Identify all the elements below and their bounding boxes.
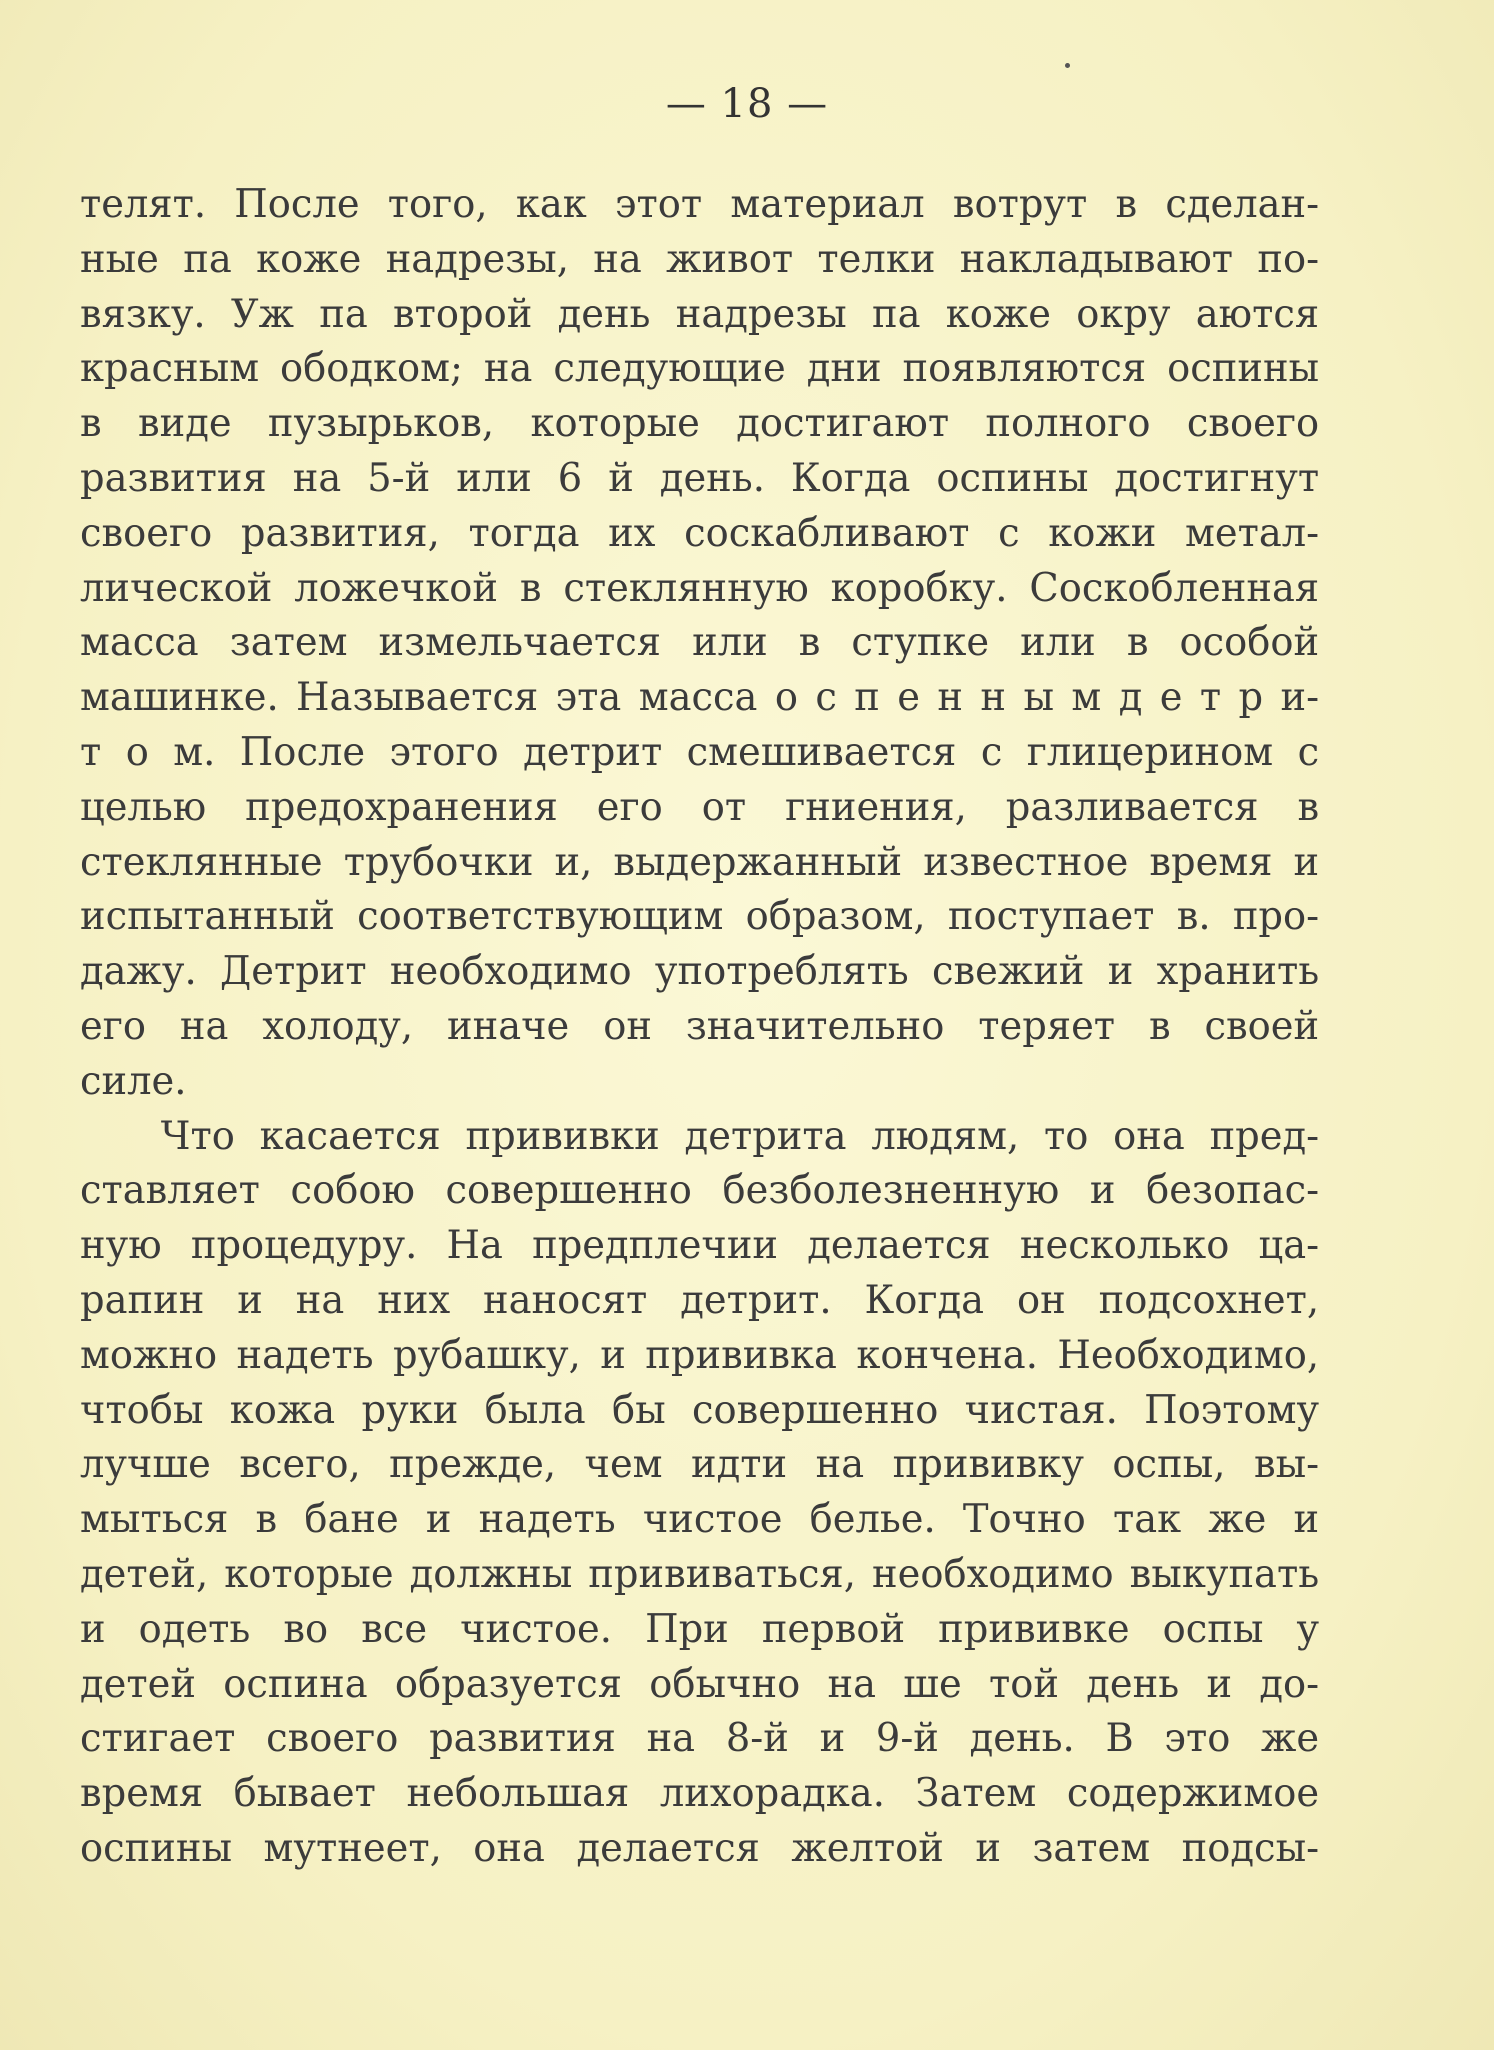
ink-speck bbox=[1065, 63, 1070, 68]
text-line: красным ободком; на следующие дни появляются оспины bbox=[80, 346, 1320, 392]
text-line: машинке. Называется эта масса о с п е н н ы м д е т р и- bbox=[80, 675, 1320, 721]
text-line: чтобы кожа руки была бы совершенно чистая. Поэтому bbox=[80, 1387, 1320, 1433]
text-line: его на холоду, иначе он значительно теряет в своей bbox=[80, 1003, 1320, 1049]
text-line: т о м. После этого детрит смешивается с глицерином с bbox=[80, 729, 1320, 775]
text-line: вязку. Уж па второй день надрезы па коже окру аются bbox=[80, 291, 1320, 337]
text-line: детей оспина образуется обычно на ше той день и до- bbox=[80, 1661, 1320, 1707]
text-line: лической ложечкой в стеклянную коробку. Соскобленная bbox=[80, 565, 1320, 611]
text-line: стеклянные трубочки и, выдержанный известное время и bbox=[80, 839, 1320, 885]
text-line: силе. bbox=[80, 1058, 187, 1104]
text-line: детей, которые должны прививаться, необходимо выкупать bbox=[80, 1551, 1320, 1597]
text-line: ставляет собою совершенно безболезненную и безопас- bbox=[80, 1168, 1320, 1214]
text-line: в виде пузырьков, которые достигают полного своего bbox=[80, 401, 1320, 447]
body-text bbox=[80, 178, 1338, 1877]
text-line: дажу. Детрит необходимо употреблять свежий и хранить bbox=[80, 949, 1320, 995]
text-line: телят. После того, как этот материал вотрут в сделан- bbox=[80, 182, 1320, 227]
text-line: ные па коже надрезы, на живот телки накладывают по- bbox=[80, 236, 1320, 282]
text-line: развития на 5-й или 6 й день. Когда оспины достигнут bbox=[80, 455, 1320, 501]
text-line: и одеть во все чистое. При первой прививке оспы у bbox=[80, 1606, 1320, 1652]
text-line: мыться в бане и надеть чистое белье. Точно так же и bbox=[80, 1497, 1320, 1543]
text-line: время бывает небольшая лихорадка. Затем содержимое bbox=[80, 1771, 1320, 1817]
text-line: Что касается прививки детрита людям, то она пред- bbox=[160, 1113, 1320, 1159]
text-line: испытанный соответствующим образом, поступает в. про- bbox=[80, 894, 1320, 940]
text-line: рапин и на них наносят детрит. Когда он подсохнет, bbox=[80, 1277, 1320, 1323]
text-line: целью предохранения его от гниения, разливается в bbox=[80, 784, 1320, 830]
text-line: стигает своего развития на 8-й и 9-й день. В это же bbox=[80, 1716, 1320, 1762]
text-line: можно надеть рубашку, и прививка кончена. Необходимо, bbox=[80, 1332, 1320, 1378]
text-line: своего развития, тогда их соскабливают с кожи метал- bbox=[80, 510, 1320, 556]
text-line: ную процедуру. На предплечии делается несколько ца- bbox=[80, 1223, 1320, 1269]
text-line: масса затем измельчается или в ступке или в особой bbox=[80, 620, 1320, 666]
text-line: оспины мутнеет, она делается желтой и затем подсы- bbox=[80, 1825, 1320, 1871]
page-number: — 18 — bbox=[665, 81, 829, 127]
text-line: лучше всего, прежде, чем идти на прививку оспы, вы- bbox=[80, 1442, 1320, 1488]
